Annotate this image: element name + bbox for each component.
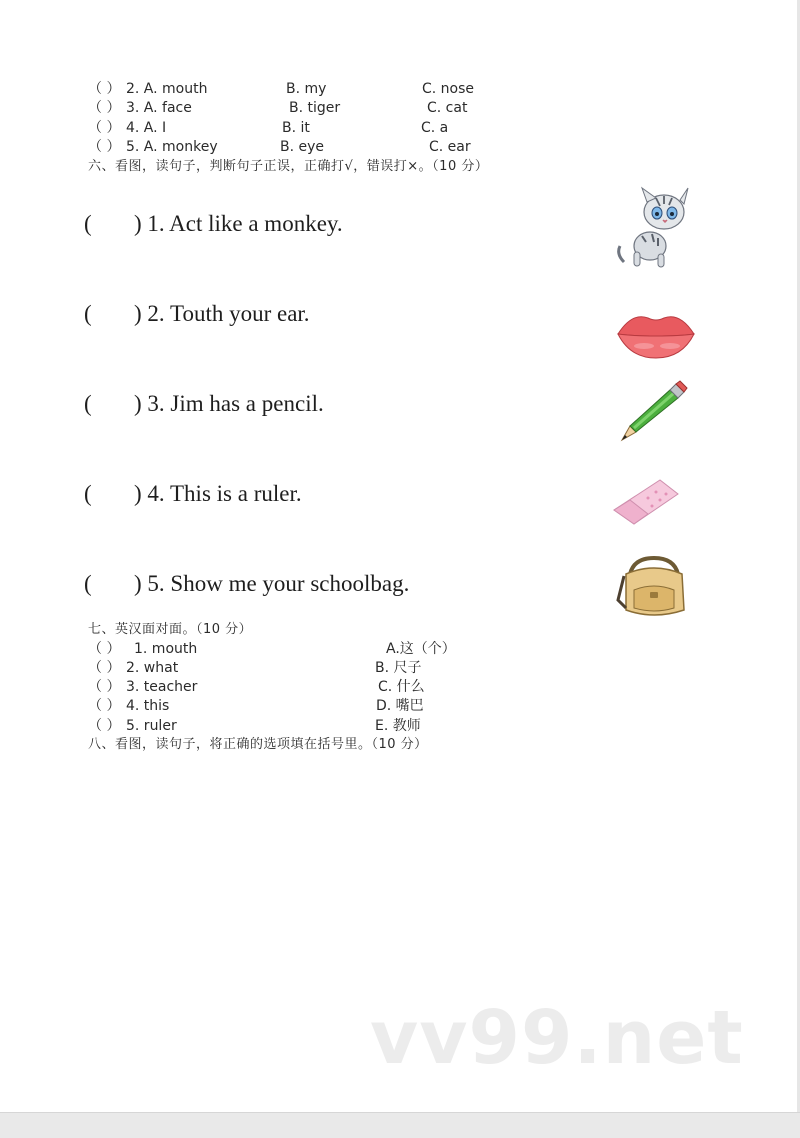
page-bottom-band bbox=[0, 1112, 800, 1138]
s7-row-3 bbox=[88, 678, 425, 696]
answer-paren: （ ） bbox=[88, 641, 121, 657]
option-a: 5. A. monkey bbox=[126, 139, 218, 155]
question-text: 5. Show me your schoolbag. bbox=[147, 571, 410, 596]
s5-row-2 bbox=[88, 80, 475, 98]
answer-close-paren: ) bbox=[134, 391, 142, 416]
answer-paren: （ ） bbox=[88, 100, 121, 116]
answer-close-paren: ) bbox=[134, 571, 142, 596]
chinese-option: B. 尺子 bbox=[375, 660, 422, 676]
section6-heading: 六、看图，读句子，判断句子正误，正确打√，错误打×。（10 分） bbox=[88, 159, 489, 174]
option-c: C. a bbox=[421, 120, 449, 136]
watermark: vv99.net bbox=[370, 995, 744, 1081]
s7-row-1 bbox=[88, 640, 456, 658]
option-c: C. cat bbox=[427, 100, 468, 116]
section8-heading: 八、看图，读句子，将正确的选项填在括号里。（10 分） bbox=[88, 737, 428, 752]
chinese-option: E. 教师 bbox=[375, 718, 421, 734]
answer-paren: （ ） bbox=[88, 81, 121, 97]
option-b: B. my bbox=[286, 81, 327, 97]
s6-question-2 bbox=[84, 301, 310, 327]
question-text: 2. Touth your ear. bbox=[147, 301, 310, 326]
cat-icon bbox=[612, 184, 694, 270]
option-b: B. tiger bbox=[289, 100, 341, 116]
question-text: 1. Act like a monkey. bbox=[147, 211, 343, 236]
answer-paren: （ ） bbox=[88, 698, 121, 714]
s6-question-5 bbox=[84, 571, 409, 597]
answer-open-paren: ( bbox=[84, 481, 92, 506]
answer-close-paren: ) bbox=[134, 211, 142, 236]
answer-paren: （ ） bbox=[88, 679, 121, 695]
answer-paren: （ ） bbox=[88, 139, 121, 155]
option-a: 3. A. face bbox=[126, 100, 192, 116]
s7-row-5 bbox=[88, 717, 421, 735]
schoolbag-icon bbox=[616, 552, 692, 620]
answer-open-paren: ( bbox=[84, 301, 92, 326]
section7-heading: 七、英汉面对面。（10 分） bbox=[88, 622, 253, 637]
answer-open-paren: ( bbox=[84, 211, 92, 236]
chinese-option: A.这（个） bbox=[386, 641, 456, 657]
english-word: 3. teacher bbox=[126, 679, 198, 695]
answer-close-paren: ) bbox=[134, 481, 142, 506]
lips-icon bbox=[614, 306, 698, 362]
english-word: 5. ruler bbox=[126, 718, 177, 734]
english-word: 1. mouth bbox=[134, 641, 198, 657]
s5-row-3 bbox=[88, 99, 468, 117]
chinese-option: D. 嘴巴 bbox=[376, 698, 424, 714]
english-word: 4. this bbox=[126, 698, 170, 714]
option-a: 4. A. I bbox=[126, 120, 167, 136]
question-text: 4. This is a ruler. bbox=[147, 481, 302, 506]
option-a: 2. A. mouth bbox=[126, 81, 208, 97]
answer-paren: （ ） bbox=[88, 120, 121, 136]
option-c: C. nose bbox=[422, 81, 475, 97]
answer-close-paren: ) bbox=[134, 301, 142, 326]
s6-question-3 bbox=[84, 391, 324, 417]
option-b: B. it bbox=[282, 120, 310, 136]
s7-row-4 bbox=[88, 697, 424, 715]
s7-row-2 bbox=[88, 659, 422, 677]
s5-row-5 bbox=[88, 138, 471, 156]
chinese-option: C. 什么 bbox=[378, 679, 425, 695]
english-word: 2. what bbox=[126, 660, 179, 676]
answer-paren: （ ） bbox=[88, 660, 121, 676]
question-text: 3. Jim has a pencil. bbox=[147, 391, 324, 416]
pencil-icon bbox=[616, 380, 688, 446]
s6-question-1 bbox=[84, 211, 343, 237]
option-b: B. eye bbox=[280, 139, 325, 155]
answer-paren: （ ） bbox=[88, 718, 121, 734]
s6-question-4 bbox=[84, 481, 302, 507]
s5-row-4 bbox=[88, 119, 449, 137]
eraser-icon bbox=[608, 468, 682, 528]
option-c: C. ear bbox=[429, 139, 471, 155]
answer-open-paren: ( bbox=[84, 391, 92, 416]
answer-open-paren: ( bbox=[84, 571, 92, 596]
